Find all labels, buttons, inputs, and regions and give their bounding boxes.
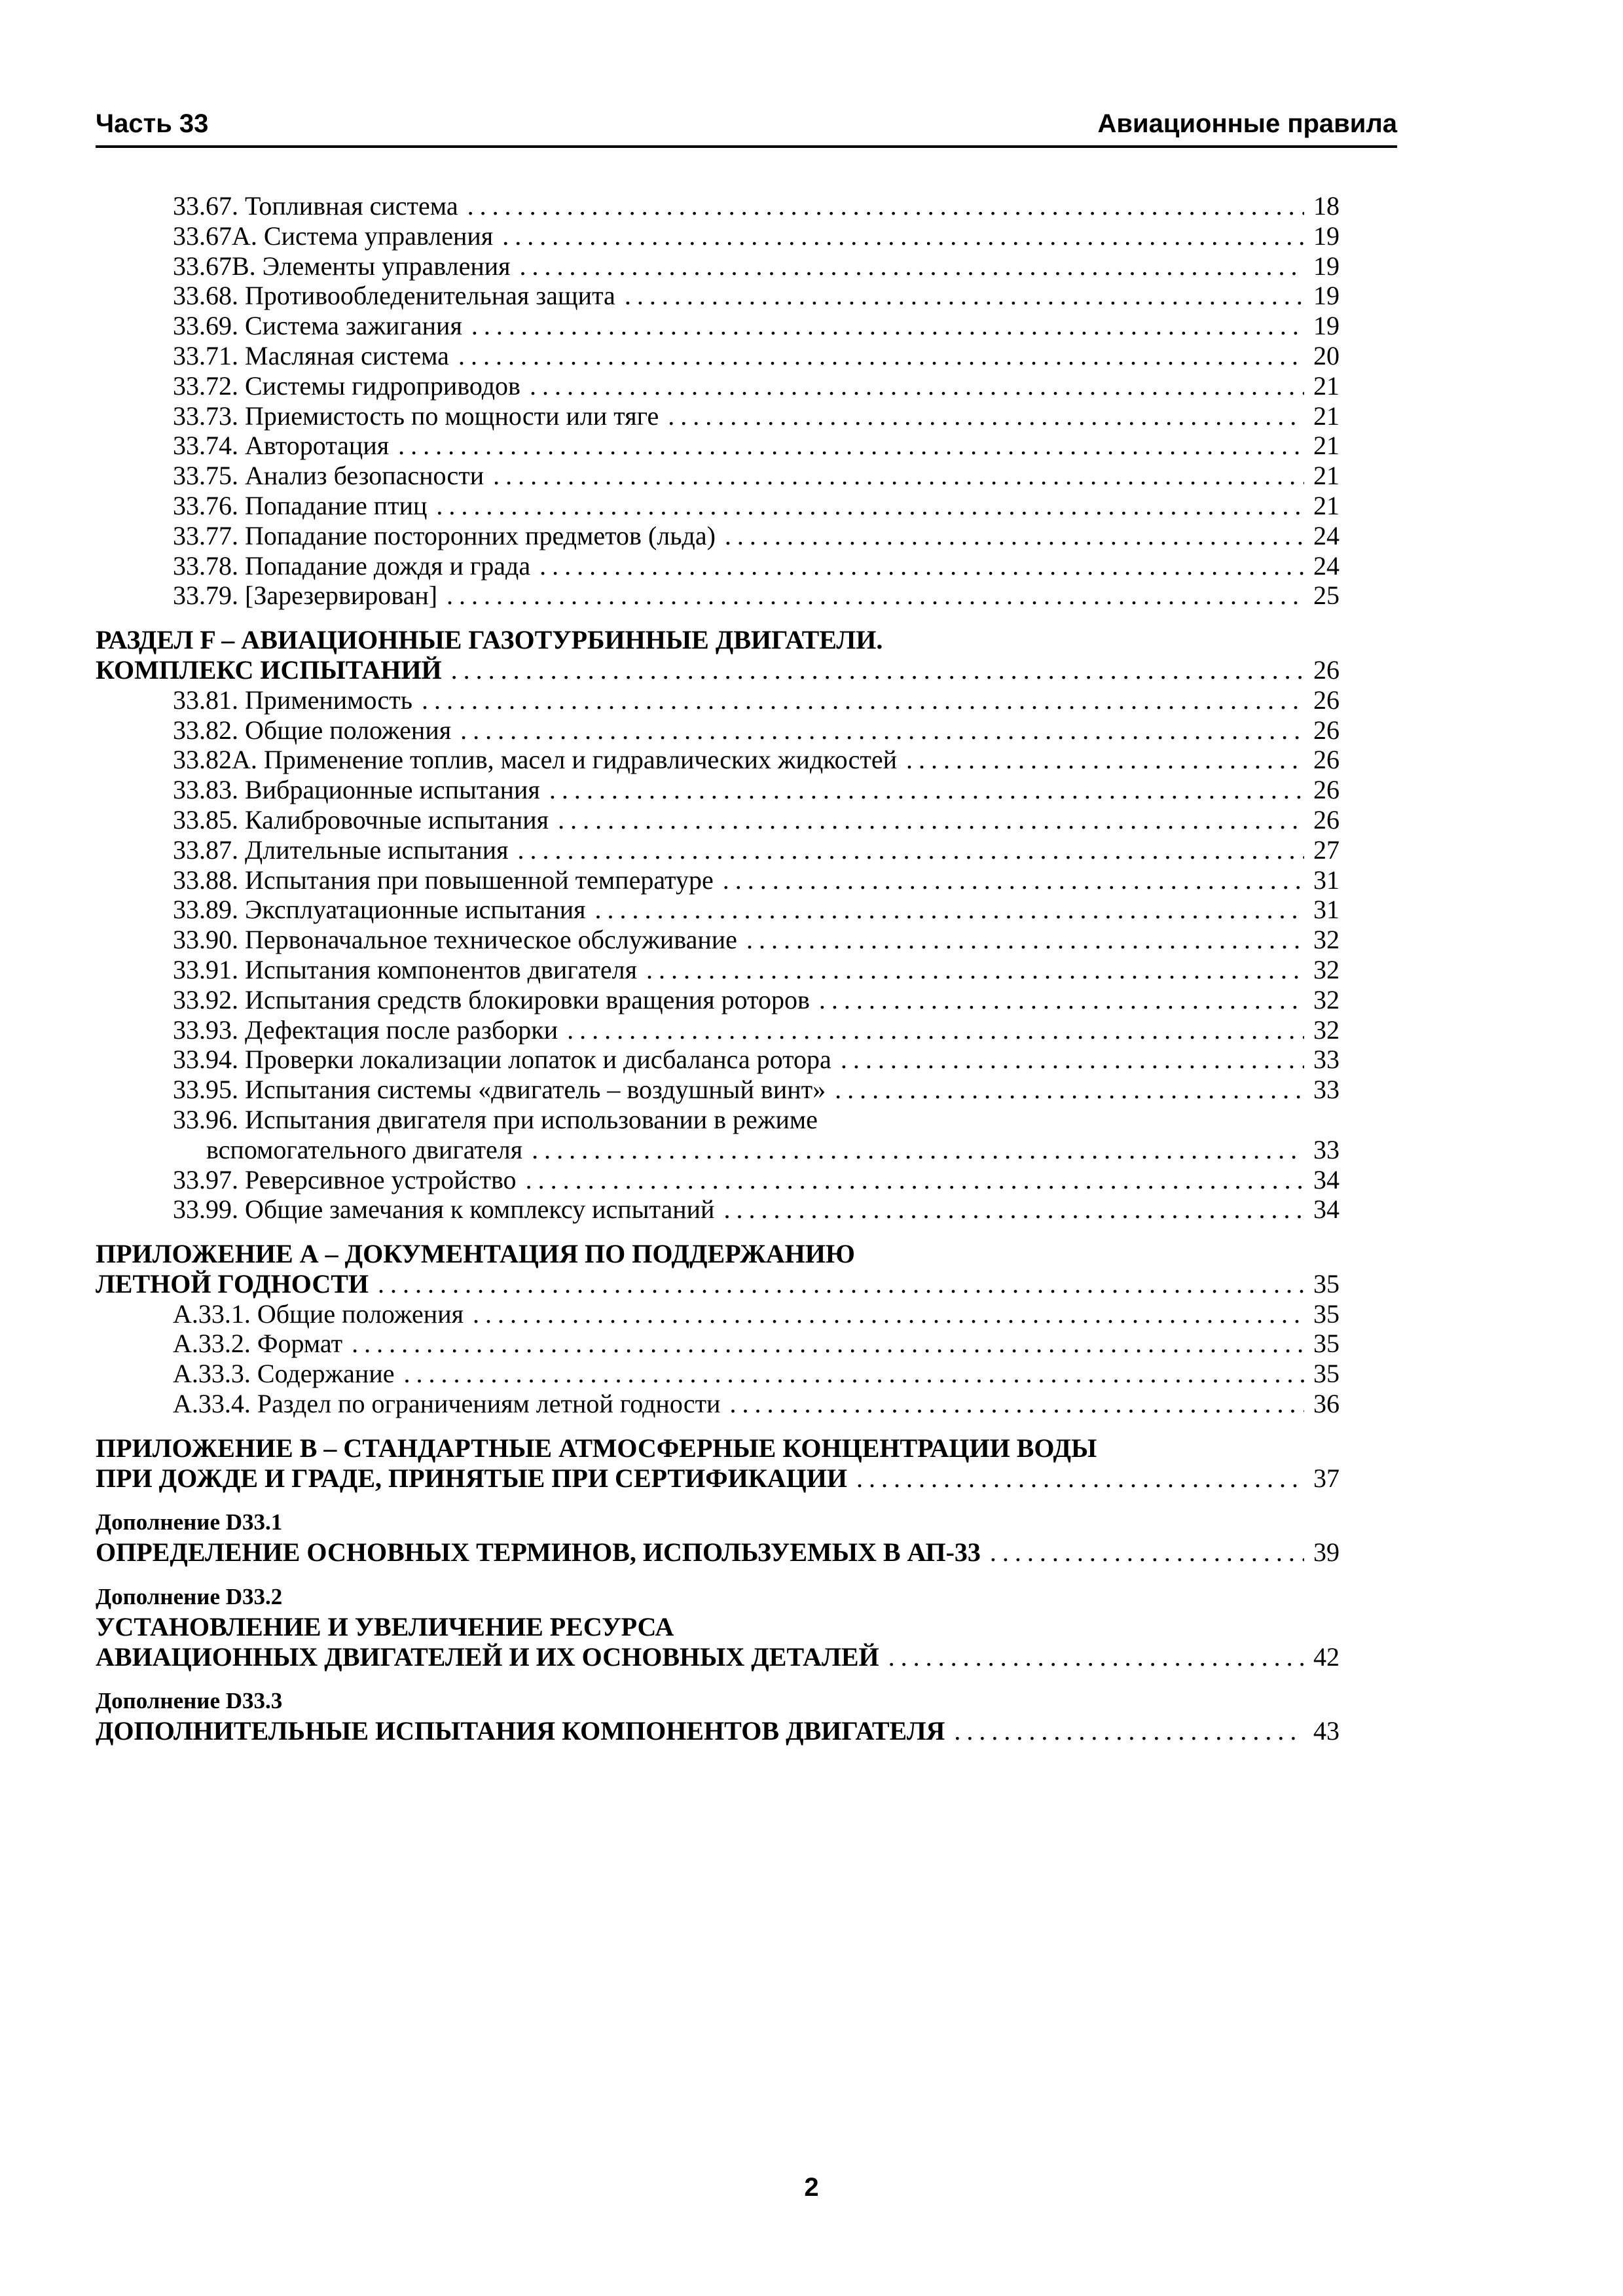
toc-page-number: 31 <box>1313 895 1340 925</box>
toc-page-number: 21 <box>1313 490 1340 520</box>
toc-page-number: 26 <box>1313 655 1340 685</box>
toc-entry-title: 33.74. Авторотация <box>173 431 390 461</box>
toc-supplement-label <box>96 1686 1340 1716</box>
toc-page-number: 39 <box>1313 1537 1340 1568</box>
dot-leader <box>558 805 1304 835</box>
toc-section-heading <box>96 1463 1340 1494</box>
dot-leader <box>888 1642 1304 1672</box>
toc-entry <box>96 1329 1340 1359</box>
dot-leader <box>473 1299 1304 1329</box>
toc-page-number: 24 <box>1313 520 1340 550</box>
toc-entry-title: 33.92. Испытания средств блокировки вращения роторов <box>173 984 810 1014</box>
dot-leader <box>954 1716 1304 1746</box>
dot-leader <box>539 551 1304 581</box>
toc-page-number: 26 <box>1313 745 1340 775</box>
toc-entry <box>96 371 1340 401</box>
toc-entry-title: 33.89. Эксплуатационные испытания <box>173 895 586 925</box>
toc-entry-title: ПРИЛОЖЕНИЕ А – ДОКУМЕНТАЦИЯ ПО ПОДДЕРЖАНИЮ <box>96 1239 855 1269</box>
header-part-label: Часть 33 <box>96 109 209 138</box>
dot-leader <box>352 1329 1304 1359</box>
toc-section-heading <box>96 1537 1340 1568</box>
toc-entry-title: 33.82. Общие положения <box>173 715 452 745</box>
toc-page-number: 19 <box>1313 281 1340 311</box>
toc-entry-title: 33.87. Длительные испытания <box>173 834 509 865</box>
toc-entry-title: Дополнение D33.1 <box>96 1509 283 1535</box>
toc-page-number: 35 <box>1313 1359 1340 1389</box>
toc-entry-title: А.33.2. Формат <box>173 1329 343 1359</box>
toc-entry-title: 33.71. Масляная система <box>173 340 449 370</box>
toc-entry <box>96 221 1340 251</box>
toc-entry <box>96 1299 1340 1329</box>
dot-leader <box>436 491 1304 521</box>
dot-leader <box>835 1075 1304 1105</box>
toc-page-number: 19 <box>1313 221 1340 251</box>
toc-entry-title: 33.76. Попадание птиц <box>173 490 428 520</box>
dot-leader <box>856 1463 1304 1494</box>
toc-entry-title: 33.79. [Зарезервирован] <box>173 581 438 611</box>
toc-page-number: 33 <box>1313 1134 1340 1164</box>
toc-entry <box>96 865 1340 895</box>
running-header <box>96 98 1397 148</box>
dot-leader <box>530 371 1304 401</box>
toc-entry <box>96 985 1340 1015</box>
toc-entry-title: 33.77. Попадание посторонних предметов (льда) <box>173 520 716 550</box>
toc-entry-title: ПРИЛОЖЕНИЕ В – СТАНДАРТНЫЕ АТМОСФЕРНЫЕ КОНЦЕНТРАЦИИ ВОДЫ <box>96 1433 1097 1463</box>
toc-entry <box>96 431 1340 461</box>
toc-section-heading <box>96 1239 1340 1269</box>
toc-page-number: 21 <box>1313 461 1340 491</box>
dot-leader <box>532 1135 1304 1165</box>
toc-entry-title: КОМПЛЕКС ИСПЫТАНИЙ <box>96 655 442 685</box>
toc-entry <box>96 895 1340 925</box>
toc-page-number: 24 <box>1313 550 1340 581</box>
toc-entry <box>96 1105 1340 1135</box>
toc-entry-title: АВИАЦИОННЫХ ДВИГАТЕЛЕЙ И ИХ ОСНОВНЫХ ДЕТАЛЕЙ <box>96 1641 879 1672</box>
toc-page-number: 21 <box>1313 401 1340 431</box>
dot-leader <box>460 715 1304 745</box>
toc-entry <box>96 461 1340 491</box>
toc-page-number: 31 <box>1313 865 1340 895</box>
dot-leader <box>906 745 1304 775</box>
toc-entry-title: 33.85. Калибровочные испытания <box>173 804 549 834</box>
toc-entry <box>96 1389 1340 1419</box>
toc-entry <box>96 805 1340 835</box>
toc-entry-title: 33.78. Попадание дождя и града <box>173 550 531 581</box>
toc-section-heading <box>96 1716 1340 1746</box>
dot-leader <box>422 685 1304 715</box>
toc-supplement-label <box>96 1507 1340 1537</box>
dot-leader <box>625 281 1304 311</box>
toc-spacer <box>96 1225 1340 1239</box>
dot-leader <box>458 341 1304 371</box>
toc-entry-title: ОПРЕДЕЛЕНИЕ ОСНОВНЫХ ТЕРМИНОВ, ИСПОЛЬЗУЕМЫХ В АП-33 <box>96 1537 981 1568</box>
toc-page-number: 43 <box>1313 1716 1340 1746</box>
toc-page-number: 34 <box>1313 1164 1340 1194</box>
toc-spacer <box>96 1493 1340 1507</box>
toc-page-number: 25 <box>1313 581 1340 611</box>
toc-entry-title: 33.83. Вибрационные испытания <box>173 775 540 805</box>
toc-entry-title: 33.96. Испытания двигателя при использовании в режиме <box>173 1104 818 1134</box>
toc-page-number: 32 <box>1313 925 1340 955</box>
toc-entry <box>96 491 1340 521</box>
toc-entry <box>96 341 1340 371</box>
toc-entry-title: 33.67В. Элементы управления <box>173 251 511 281</box>
dot-leader <box>990 1537 1304 1568</box>
page-number: 2 <box>804 2173 819 2202</box>
table-of-contents <box>96 191 1340 1746</box>
toc-spacer <box>96 611 1340 625</box>
toc-page-number: 35 <box>1313 1329 1340 1359</box>
toc-page-number: 21 <box>1313 431 1340 461</box>
toc-entry <box>96 551 1340 581</box>
dot-leader <box>725 521 1304 551</box>
toc-entry-title: 33.93. Дефектация после разборки <box>173 1014 558 1045</box>
toc-entry-title: 33.67А. Система управления <box>173 221 494 251</box>
toc-page-number: 35 <box>1313 1299 1340 1329</box>
dot-leader <box>729 1389 1304 1419</box>
toc-entry <box>96 715 1340 745</box>
dot-leader <box>403 1359 1304 1389</box>
toc-section-heading <box>96 1269 1340 1299</box>
toc-entry <box>96 1045 1340 1075</box>
toc-entry <box>96 281 1340 311</box>
toc-entry-title: РАЗДЕЛ F – АВИАЦИОННЫЕ ГАЗОТУРБИННЫЕ ДВИГАТЕЛИ. <box>96 625 883 655</box>
toc-entry <box>96 521 1340 551</box>
toc-entry-title: 33.88. Испытания при повышенной температуре <box>173 865 714 895</box>
toc-entry-title: ЛЕТНОЙ ГОДНОСТИ <box>96 1268 369 1299</box>
toc-entry-title: 33.95. Испытания системы «двигатель – воздушный винт» <box>173 1075 826 1105</box>
header-title: Авиационные правила <box>1097 109 1397 138</box>
toc-page-number: 18 <box>1313 191 1340 221</box>
dot-leader <box>646 955 1304 985</box>
toc-entry <box>96 1359 1340 1389</box>
toc-entry <box>96 1165 1340 1195</box>
toc-page-number: 32 <box>1313 984 1340 1014</box>
toc-entry-title: 33.69. Система зажигания <box>173 311 462 341</box>
toc-entry-title: УСТАНОВЛЕНИЕ И УВЕЛИЧЕНИЕ РЕСУРСА <box>96 1611 674 1641</box>
dot-leader <box>668 401 1304 431</box>
dot-leader <box>502 221 1304 251</box>
dot-leader <box>493 461 1304 491</box>
toc-entry-title: 33.67. Топливная система <box>173 191 458 221</box>
toc-section-heading <box>96 1612 1340 1642</box>
toc-entry <box>96 191 1340 221</box>
toc-page-number: 32 <box>1313 954 1340 984</box>
toc-entry-title: 33.91. Испытания компонентов двигателя <box>173 954 637 984</box>
toc-page-number: 32 <box>1313 1014 1340 1045</box>
toc-page-number: 26 <box>1313 775 1340 805</box>
toc-entry-title: 33.75. Анализ безопасности <box>173 461 484 491</box>
toc-entry-title: вспомогательного двигателя <box>206 1134 523 1164</box>
toc-entry-title: 33.81. Применимость <box>173 685 412 715</box>
dot-leader <box>467 191 1304 221</box>
dot-leader <box>447 581 1304 611</box>
toc-page-number: 42 <box>1313 1641 1340 1672</box>
toc-entry-title: Дополнение D33.2 <box>96 1584 283 1610</box>
toc-entry-title: Дополнение D33.3 <box>96 1688 283 1714</box>
toc-entry-title: 33.94. Проверки локализации лопаток и дисбаланса ротора <box>173 1045 831 1075</box>
toc-entry-title: 33.99. Общие замечания к комплексу испытаний <box>173 1194 715 1225</box>
toc-supplement-label <box>96 1582 1340 1612</box>
toc-entry-title: ПРИ ДОЖДЕ И ГРАДЕ, ПРИНЯТЫЕ ПРИ СЕРТИФИКАЦИИ <box>96 1463 847 1493</box>
toc-entry-title: 33.97. Реверсивное устройство <box>173 1164 517 1194</box>
toc-entry-title: 33.73. Приемистость по мощности или тяге <box>173 401 659 431</box>
toc-entry <box>96 1075 1340 1105</box>
dot-leader <box>518 835 1305 865</box>
toc-page-number: 34 <box>1313 1194 1340 1225</box>
toc-spacer <box>96 1419 1340 1433</box>
toc-entry-title: 33.82А. Применение топлив, масел и гидравлических жидкостей <box>173 745 898 775</box>
toc-entry <box>96 835 1340 865</box>
toc-entry <box>96 1015 1340 1045</box>
toc-entry-title: А.33.1. Общие положения <box>173 1299 464 1329</box>
toc-page-number: 33 <box>1313 1075 1340 1105</box>
dot-leader <box>451 655 1304 685</box>
dot-leader <box>841 1045 1304 1075</box>
toc-entry <box>96 401 1340 431</box>
dot-leader <box>520 251 1304 281</box>
toc-spacer <box>96 1568 1340 1582</box>
toc-entry <box>96 775 1340 805</box>
dot-leader <box>471 311 1304 341</box>
toc-entry <box>96 311 1340 341</box>
dot-leader <box>746 925 1304 955</box>
dot-leader <box>723 865 1304 895</box>
toc-page-number: 37 <box>1313 1463 1340 1493</box>
toc-section-heading <box>96 655 1340 685</box>
toc-entry <box>96 925 1340 955</box>
toc-page-number: 36 <box>1313 1389 1340 1419</box>
toc-entry <box>96 685 1340 715</box>
toc-page-number: 26 <box>1313 715 1340 745</box>
dot-leader <box>398 431 1304 461</box>
toc-entry <box>96 1135 1340 1165</box>
dot-leader <box>723 1194 1304 1225</box>
toc-page-number: 27 <box>1313 834 1340 865</box>
toc-entry <box>96 745 1340 775</box>
toc-entry <box>96 251 1340 281</box>
toc-entry-title: А.33.3. Содержание <box>173 1359 395 1389</box>
dot-leader <box>595 895 1304 925</box>
toc-entry-title: ДОПОЛНИТЕЛЬНЫЕ ИСПЫТАНИЯ КОМПОНЕНТОВ ДВИГАТЕЛЯ <box>96 1716 945 1746</box>
toc-page-number: 35 <box>1313 1268 1340 1299</box>
toc-entry <box>96 581 1340 611</box>
toc-page-number: 20 <box>1313 340 1340 370</box>
toc-entry-title: А.33.4. Раздел по ограничениям летной годности <box>173 1389 721 1419</box>
toc-section-heading <box>96 1642 1340 1672</box>
toc-entry <box>96 955 1340 985</box>
dot-leader <box>526 1165 1304 1195</box>
toc-page-number: 19 <box>1313 311 1340 341</box>
toc-page-number: 26 <box>1313 685 1340 715</box>
toc-page-number: 33 <box>1313 1045 1340 1075</box>
toc-page-number: 26 <box>1313 804 1340 834</box>
dot-leader <box>378 1269 1304 1299</box>
toc-entry-title: 33.90. Первоначальное техническое обслуживание <box>173 925 737 955</box>
dot-leader <box>549 775 1304 805</box>
toc-spacer <box>96 1672 1340 1686</box>
toc-page-number: 21 <box>1313 370 1340 401</box>
dot-leader <box>567 1015 1304 1045</box>
toc-page-number: 19 <box>1313 251 1340 281</box>
toc-entry <box>96 1194 1340 1225</box>
toc-entry-title: 33.72. Системы гидроприводов <box>173 370 520 401</box>
dot-leader <box>819 985 1304 1015</box>
toc-section-heading <box>96 1433 1340 1463</box>
toc-entry-title: 33.68. Противообледенительная защита <box>173 281 615 311</box>
toc-section-heading <box>96 625 1340 655</box>
